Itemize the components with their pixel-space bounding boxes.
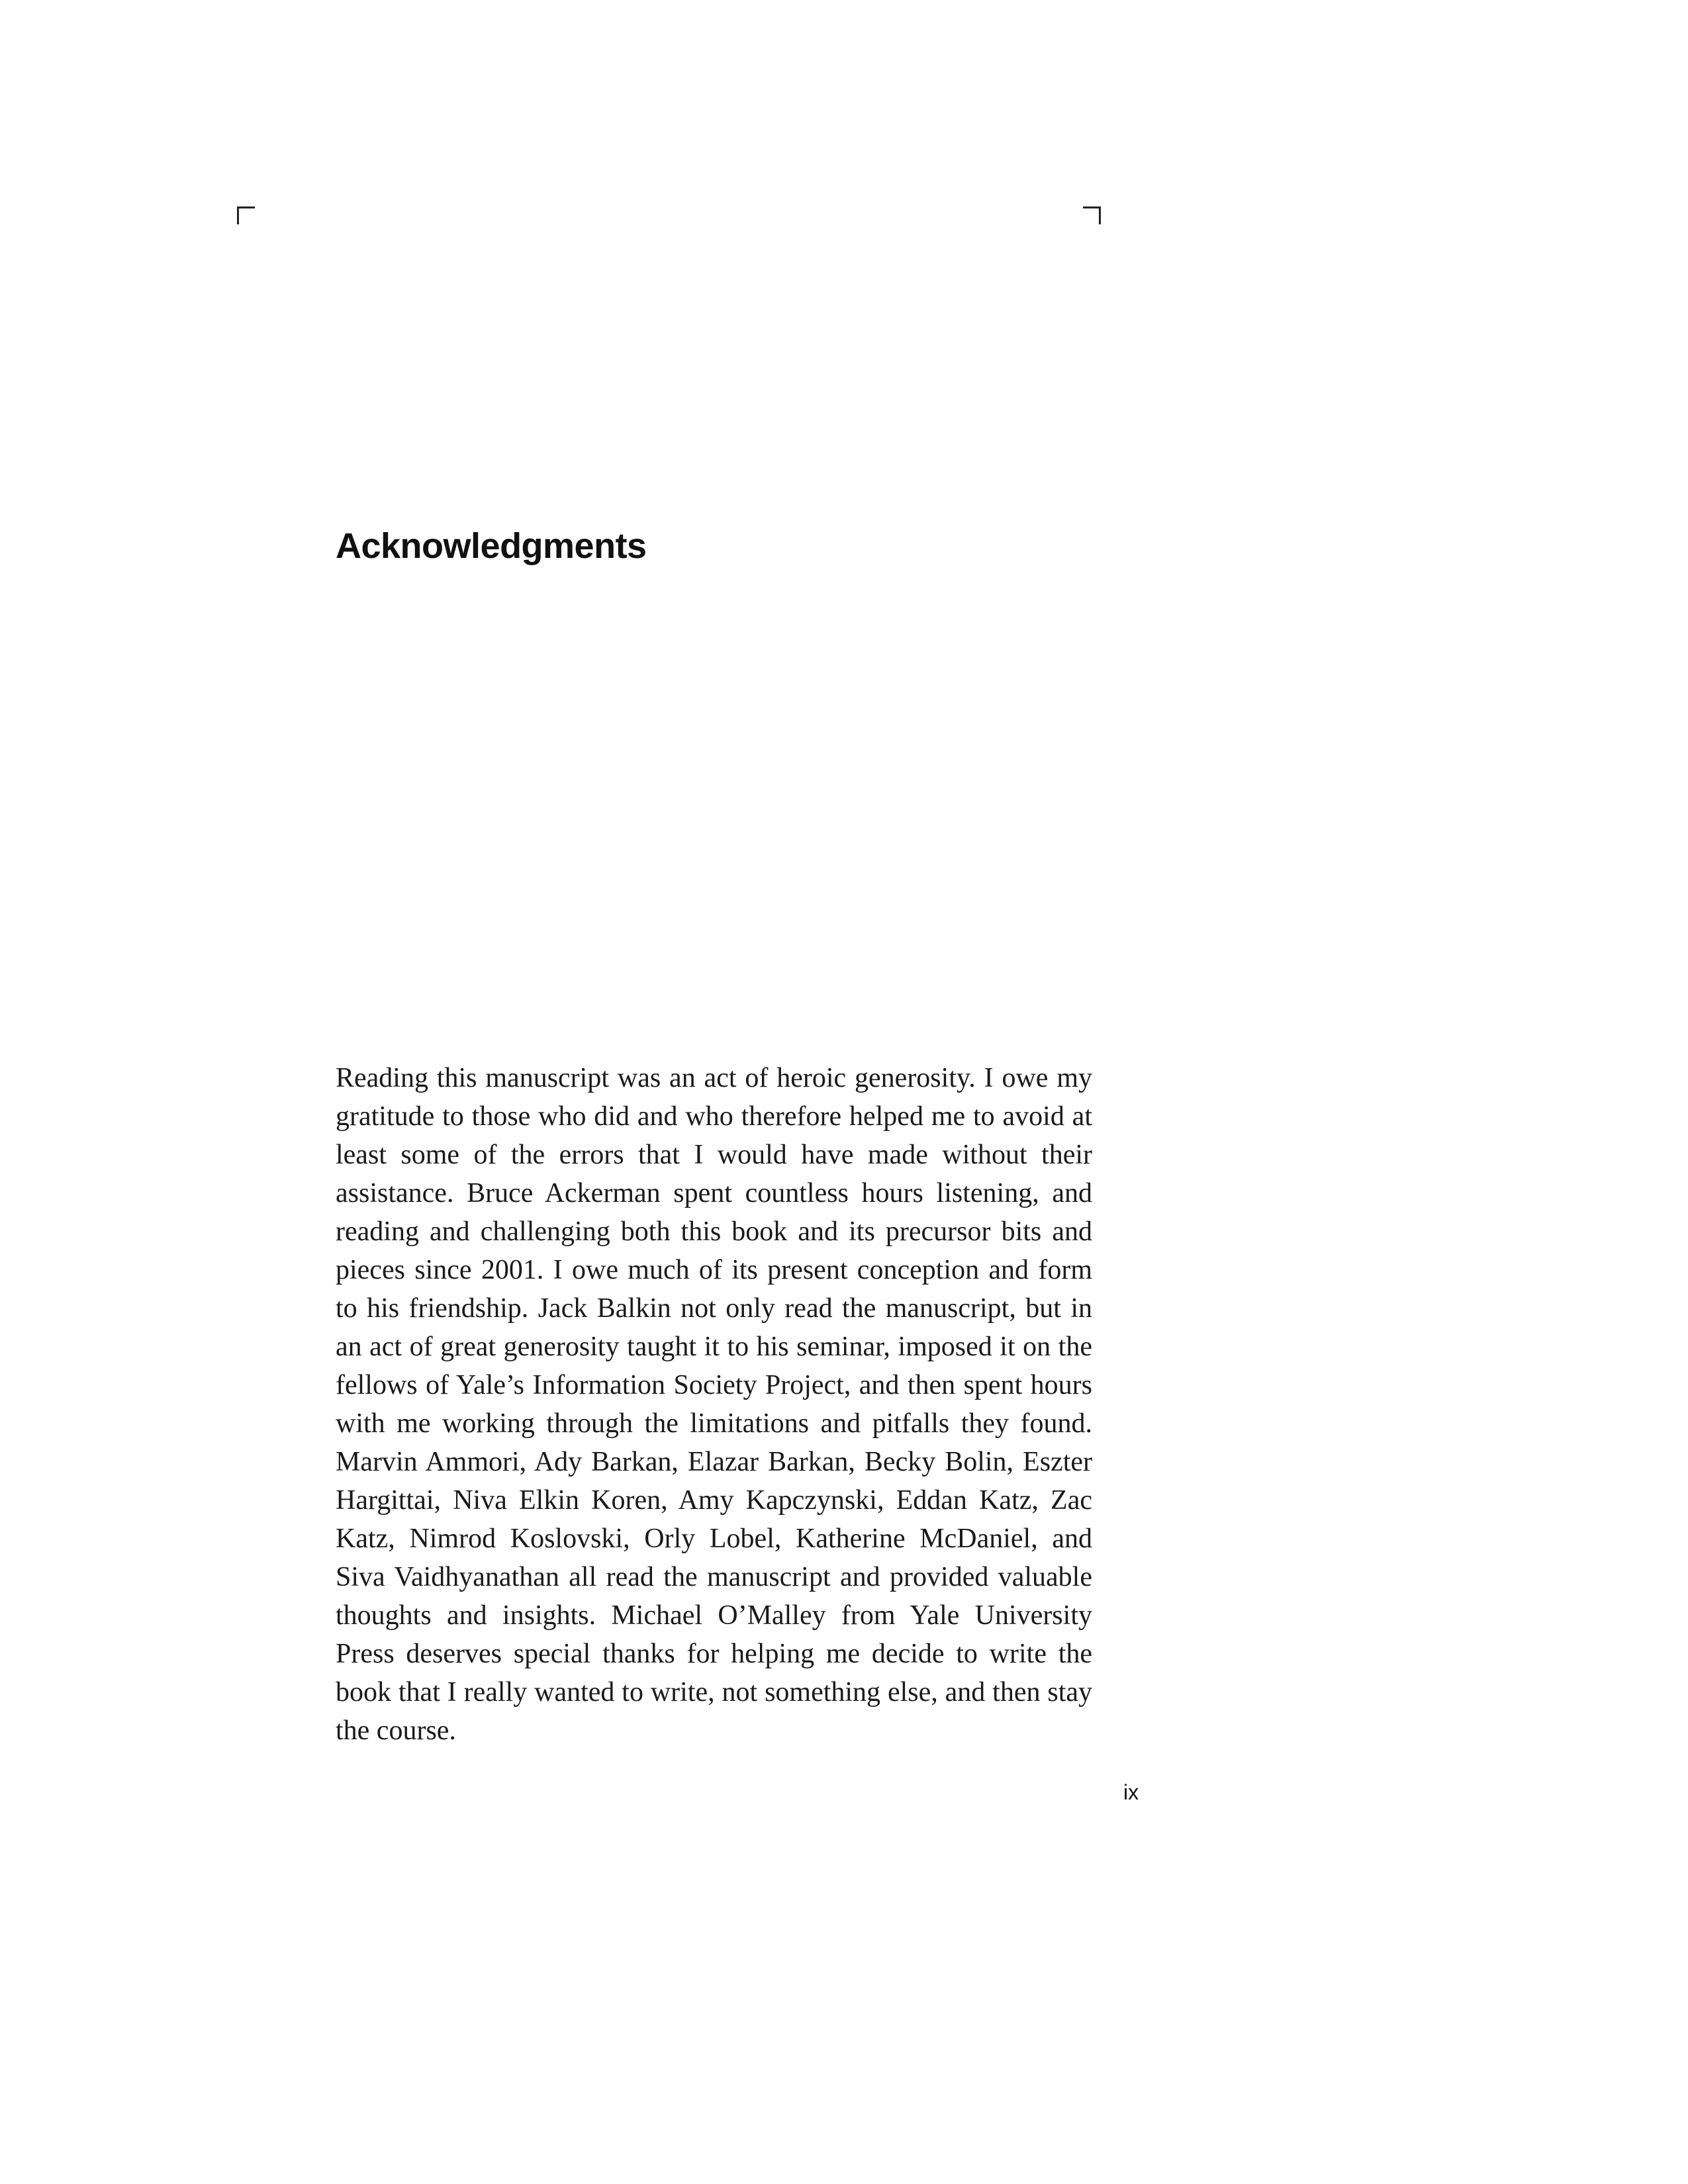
crop-mark-top-left [237,206,255,224]
page-number: ix [1123,1780,1139,1804]
acknowledgments-paragraph: Reading this manuscript was an act of heroic generosity. I owe my gratitude to those who did and who therefore helped me to avoid at least some of the errors that I would have made without their assistance. Bruce Ackerman spent countless hours listening, and reading and challenging both this book and its precursor bits and pieces since 2001. I owe much of its present conception and form to his friendship. Jack Balkin not only read the manuscript, but in an act of great generosity taught it to his seminar, imposed it on the fellows of Yale’s Information Society Project, and then spent hours with me working through the limitations and pitfalls they found. Marvin Ammori, Ady Barkan, Elazar Barkan, Becky Bolin, Eszter Hargittai, Niva Elkin Koren, Amy Kapczynski, Eddan Katz, Zac Katz, Nimrod Koslovski, Orly Lobel, Katherine McDaniel, and Siva Vaidhyanathan all read the manuscript and provided valuable thoughts and insights. Michael O’Malley from Yale University Press deserves special thanks for helping me decide to write the book that I really wanted to write, not something else, and then stay the course. [336,1063,1092,1746]
page-title: Acknowledgments [336,526,647,566]
crop-mark-top-right [1083,206,1101,224]
